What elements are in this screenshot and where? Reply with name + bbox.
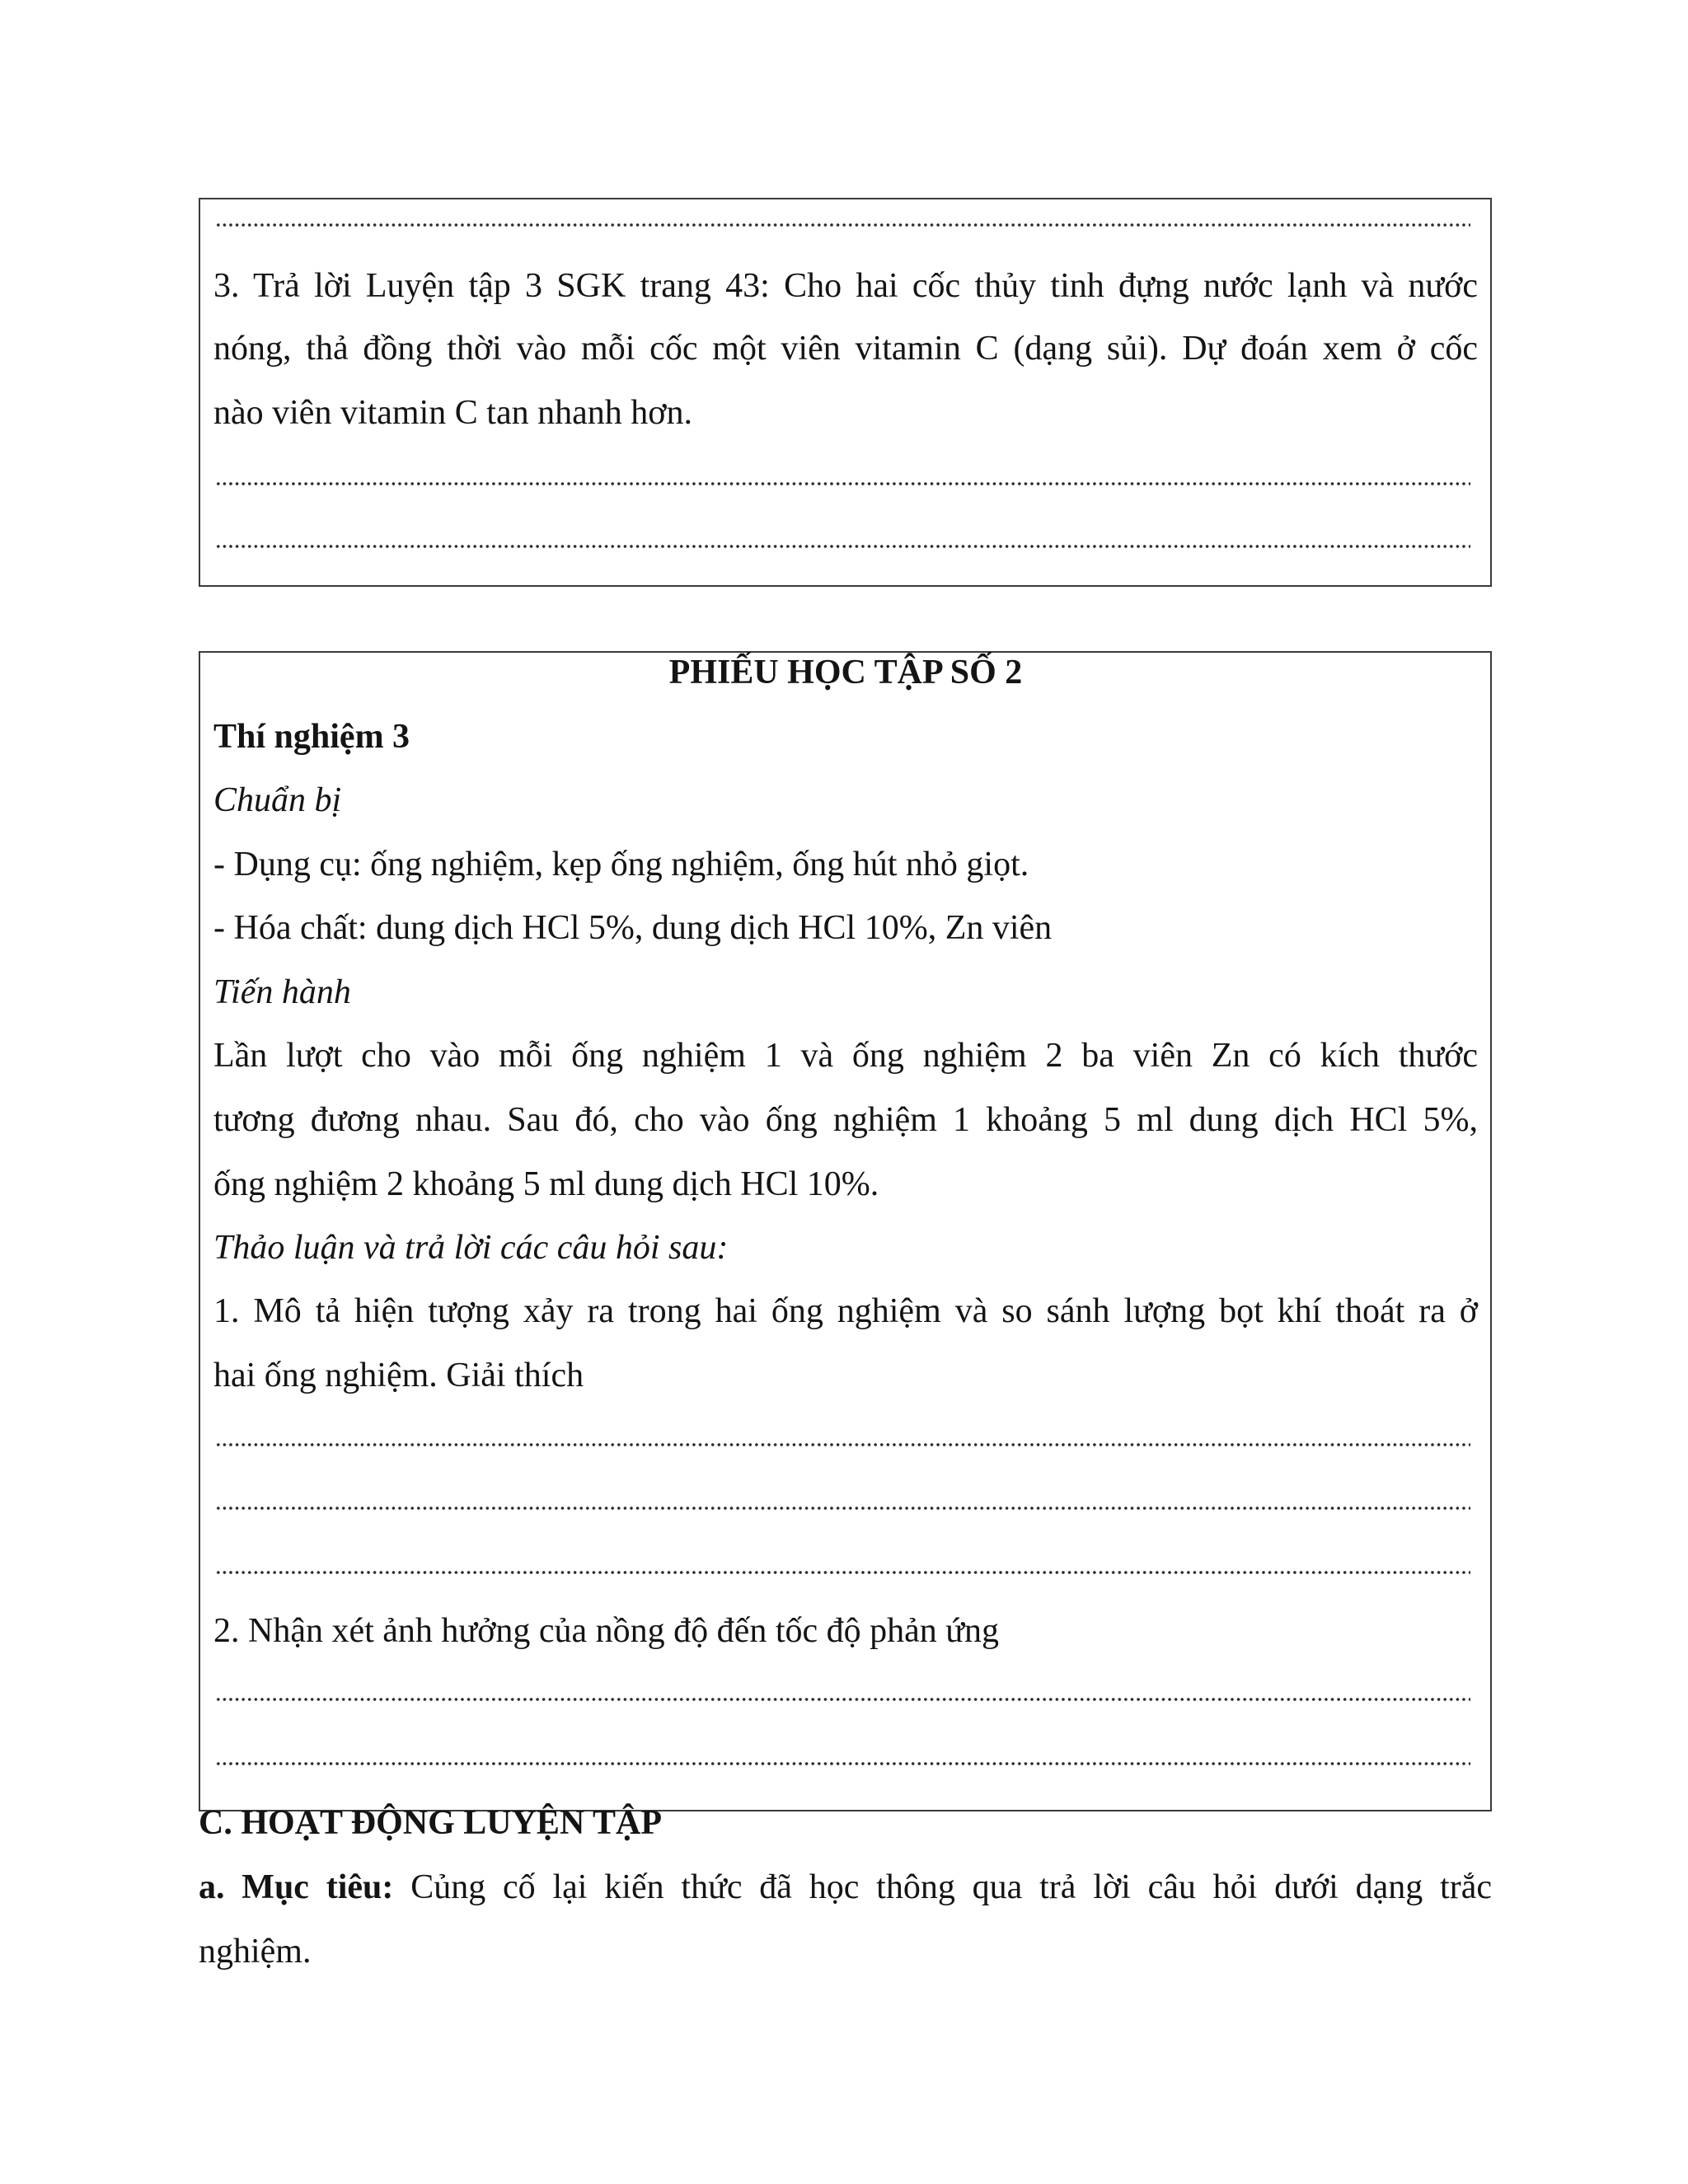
worksheet-title: PHIẾU HỌC TẬP SỐ 2 [668,654,1023,691]
section-c-heading: C. HOẠT ĐỘNG LUYỆN TẬP [199,1804,663,1842]
tools-line: - Dụng cụ: ống nghiệm, kẹp ống nghiệm, ống hút nhỏ giọt. [213,846,1029,883]
goal-text: Củng cố lại kiến thức đã học thông qua trả lời câu hỏi dưới dạng trắc [393,1868,1492,1906]
answer-dotted-line [215,1570,1470,1575]
answer-dotted-line [215,1761,1470,1766]
procedure-line-3: ống nghiệm 2 khoảng 5 ml dung dịch HCl 10%. [213,1165,879,1203]
procedure-heading: Tiến hành [213,973,351,1011]
discussion-heading: Thảo luận và trả lời các câu hỏi sau: [213,1229,729,1267]
question-1-line-1: 1. Mô tả hiện tượng xảy ra trong hai ống nghiệm và so sánh lượng bọt khí thoát ra ở [213,1292,1478,1330]
question-1-line-2: hai ống nghiệm. Giải thích [213,1357,584,1394]
procedure-line-2: tương đương nhau. Sau đó, cho vào ống nghiệm 1 khoảng 5 ml dung dịch HCl 5%, [213,1101,1478,1139]
question-3-line-2: nóng, thả đồng thời vào mỗi cốc một viên vitamin C (dạng sủi). Dự đoán xem ở cốc [213,330,1478,368]
answer-dotted-line [215,481,1470,486]
question-3-line-1: 3. Trả lời Luyện tập 3 SGK trang 43: Cho hai cốc thủy tinh đựng nước lạnh và nước [213,267,1478,305]
experiment-heading: Thí nghiệm 3 [213,718,410,756]
question-2-line: 2. Nhận xét ảnh hưởng của nồng độ đến tốc độ phản ứng [213,1612,1000,1650]
answer-dotted-line [215,1697,1470,1702]
question-3-line-3: nào viên vitamin C tan nhanh hơn. [213,394,692,432]
answer-dotted-line [215,544,1470,549]
prepare-heading: Chuẩn bị [213,781,342,819]
procedure-line-1: Lần lượt cho vào mỗi ống nghiệm 1 và ống nghiệm 2 ba viên Zn có kích thước [213,1037,1478,1075]
goal-label: a. Mục tiêu: [199,1868,394,1906]
chemicals-line: - Hóa chất: dung dịch HCl 5%, dung dịch HCl 10%, Zn viên [213,909,1053,947]
answer-dotted-line [215,1506,1470,1511]
goal-line-2: nghiệm. [199,1933,312,1971]
answer-dotted-line [215,223,1470,227]
answer-dotted-line [215,1442,1470,1447]
goal-line-1 [199,1864,1492,1910]
